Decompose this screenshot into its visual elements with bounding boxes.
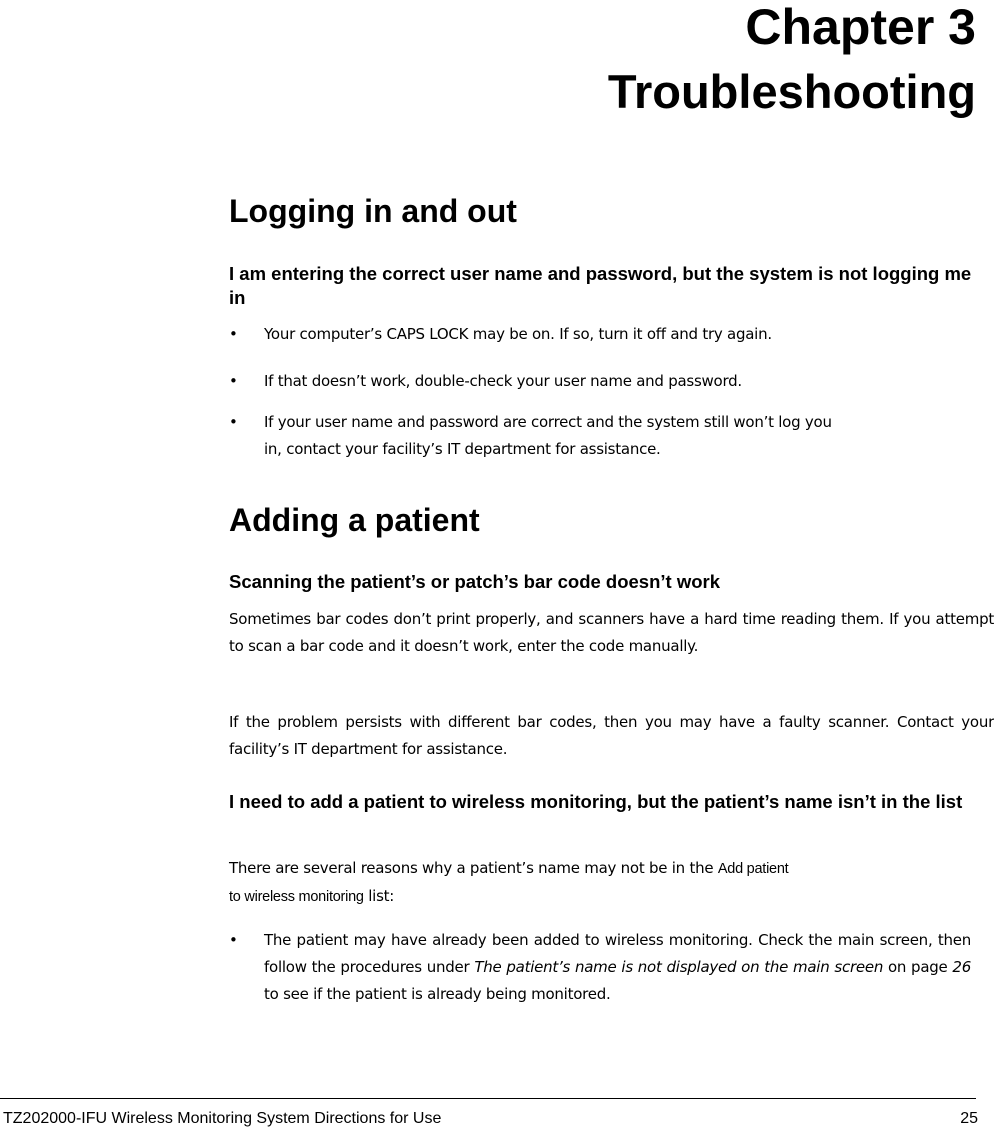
subheading-login-problem: I am entering the correct user name and password, but the system is not logging me in — [229, 263, 972, 308]
footer-page-number: 25 — [960, 1110, 978, 1127]
list-item: • If your user name and password are correct and the system still won’t log you in, contact your facility’s IT department for assistance. — [229, 409, 991, 463]
section-heading-logging: Logging in and out — [229, 193, 517, 229]
paragraph-barcode-2: If the problem persists with different bar codes, then you may have a faulty scanner. Contact your facility’s IT department for assistance. — [229, 713, 994, 758]
list-item: • If that doesn’t work, double-check your user name and password. — [229, 368, 991, 395]
bullet-icon: • — [229, 413, 238, 431]
cross-reference-link[interactable]: The patient’s name is not displayed on the main screen — [474, 958, 884, 976]
section-heading-adding-patient: Adding a patient — [229, 502, 480, 538]
chapter-number: Chapter 3 — [745, 0, 976, 55]
bullet-icon: • — [229, 372, 238, 390]
ui-label-add-patient: Add patient — [717, 861, 789, 877]
chapter-title: Troubleshooting — [607, 65, 976, 118]
subheading-patient-missing: I need to add a patient to wireless monitoring, but the patient’s name isn’t in the list — [229, 791, 963, 812]
list-item: • Your computer’s CAPS LOCK may be on. If so, turn it off and try again. — [229, 321, 991, 348]
subheading-barcode: Scanning the patient’s or patch’s bar code doesn’t work — [229, 571, 721, 592]
paragraph-barcode-1: Sometimes bar codes don’t print properly, and scanners have a hard time reading them. If you attempt to scan a bar code and it doesn’t work, enter the code manually. — [229, 610, 994, 655]
list-item: • The patient may have already been added to wireless monitoring. Check the main screen, then follow the procedures under The patient’s name is not displayed on the main screen on page 26 to see if the patient is already being monitored. — [229, 927, 971, 1008]
page-reference[interactable]: 26 — [952, 958, 972, 976]
footer-divider — [0, 1098, 976, 1099]
ui-label-wireless-monitoring: to wireless monitoring — [229, 889, 364, 905]
footer-document-title: TZ202000-IFU Wireless Monitoring System Directions for Use — [3, 1110, 442, 1127]
bullet-icon: • — [229, 325, 238, 343]
paragraph-reasons: There are several reasons why a patient’s name may not be in the Add patient to wireless monitoring list: — [229, 859, 789, 905]
bullet-icon: • — [229, 931, 238, 949]
